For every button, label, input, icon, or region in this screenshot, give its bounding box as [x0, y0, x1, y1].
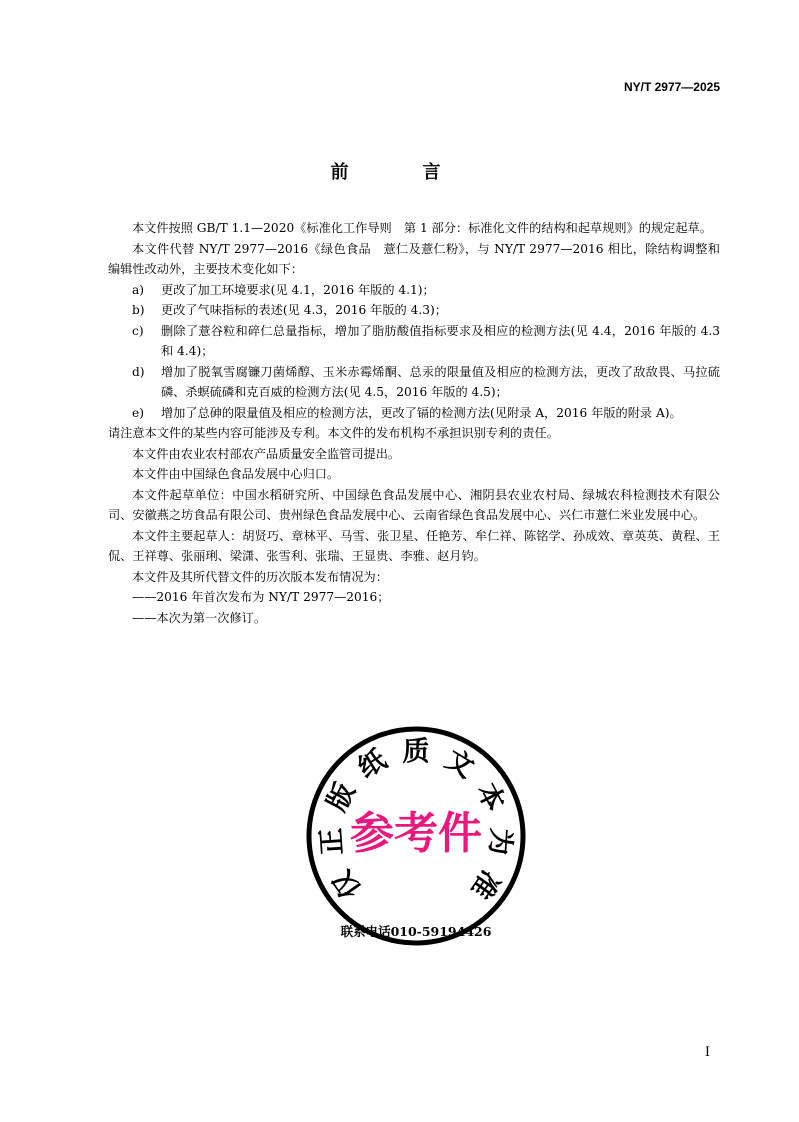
list-marker: c) [132, 323, 144, 338]
changes-list [108, 280, 720, 424]
list-item [108, 280, 720, 301]
document-code: NY/T 2977—2025 [623, 80, 720, 94]
list-marker: a) [132, 282, 145, 297]
paragraph-drafting-units: 本文件起草单位：中国水稻研究所、中国绿色食品发展中心、湘阴县农业农村局、绿城农科检测技术有限公司、安徽燕之坊食品有限公司、贵州绿色食品发展中心、云南省绿色食品发展中心、兴仁市薏仁米业发展中心。 [108, 487, 720, 522]
stamp-ring-char: 准 [464, 864, 506, 905]
stamp-ring-char: 文 [440, 743, 480, 785]
paragraph-drafting-rules: 本文件按照 GB/T 1.1—2020《标准化工作导则 第 1 部分：标准化文件的结构和起草规则》的规定起草。 [132, 221, 712, 235]
list-item-text: 更改了气味指标的表述(见 4.3，2016 年版的 4.3)； [161, 303, 447, 317]
history-item: ——2016 年首次发布为 NY/T 2977—2016； [132, 590, 390, 604]
list-marker: e) [132, 405, 144, 420]
stamp-center-text: 参考件 [350, 808, 482, 859]
paragraph-history: 本文件及其所代替文件的历次版本发布情况为： [132, 569, 388, 584]
paragraph-centralizing-unit: 本文件由中国绿色食品发展中心归口。 [132, 467, 340, 481]
stamp-ring-char: 纸 [352, 743, 392, 785]
stamp-ring-char: 质 [402, 736, 430, 768]
foreword-body [108, 218, 720, 628]
list-item [108, 300, 720, 321]
list-item-text: 增加了总砷的限量值及相应的检测方法，更改了镉的检测方法(见附录 A，2016 年版的附录 A)。 [161, 405, 682, 420]
paragraph-drafters: 本文件主要起草人：胡贤巧、章林平、马雪、张卫星、任艳芳、牟仁祥、陈铭学、孙成效、章英英、黄程、王侃、王祥尊、张丽琍、梁潇、张雪利、张瑞、王显贵、李雅、赵月钧。 [108, 528, 720, 563]
list-item [108, 362, 720, 403]
history-item: ——本次为第一次修订。 [132, 610, 267, 625]
stamp-ring-char: 本 [470, 778, 511, 817]
paragraph-replacement: 本文件代替 NY/T 2977—2016《绿色食品 薏仁及薏仁粉》，与 NY/T 2977—2016 相比，除结构调整和编辑性改动外，主要技术变化如下： [108, 241, 720, 276]
list-item-text: 删除了薏谷粒和碎仁总量指标，增加了脂肪酸值指标要求及相应的检测方法(见 4.4，2016 年版的 4.3 和 4.4)； [161, 323, 720, 358]
list-item [108, 403, 720, 424]
reference-stamp [300, 720, 532, 966]
list-marker: b) [132, 303, 145, 317]
page-title: 前 言 [330, 162, 469, 183]
paragraph-patent-notice: 请注意本文件的某些内容可能涉及专利。本文件的发布机构不承担识别专利的责任。 [108, 426, 559, 440]
list-item-text: 更改了加工环境要求(见 4.1，2016 年版的 4.1)； [161, 282, 435, 297]
stamp-ring-char: 正 [315, 827, 349, 856]
list-item [108, 321, 720, 362]
stamp-ring-char: 版 [321, 778, 362, 817]
list-marker: d) [132, 364, 145, 379]
list-item-text: 增加了脱氧雪腐镰刀菌烯醇、玉米赤霉烯酮、总汞的限量值及相应的检测方法，更改了敌敌畏、马拉硫磷、杀螟硫磷和克百威的检测方法(见 4.5，2016 年版的 4.5)； [161, 364, 720, 399]
stamp-ring-char: 为 [483, 827, 517, 856]
stamp-ring-char: 仅 [326, 864, 368, 905]
stamp-contact: 联系电话010-59194426 [340, 924, 492, 939]
page-number: I [704, 1045, 710, 1060]
paragraph-proposer: 本文件由农业农村部农产品质量安全监管司提出。 [132, 446, 401, 461]
